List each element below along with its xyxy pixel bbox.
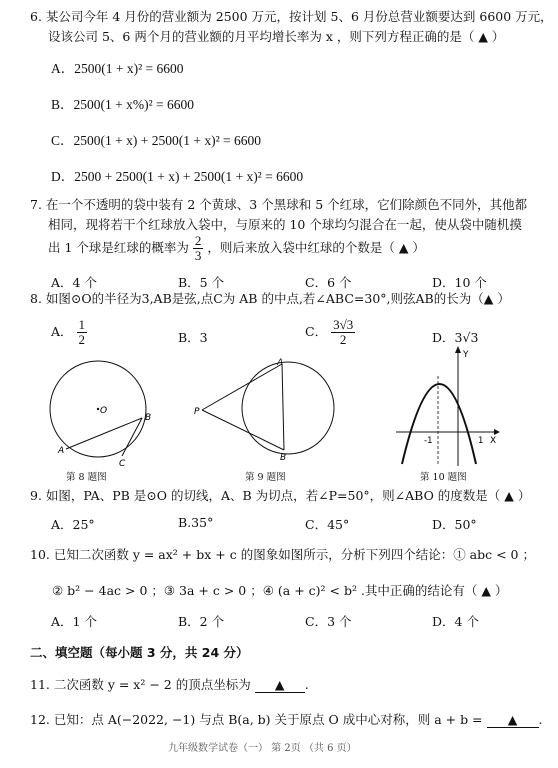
q6-option-a: A．2500(1 + x)² = 6600	[51, 61, 184, 76]
fig9-caption: 第 9 题图	[245, 472, 286, 483]
q7-probability-fraction: $\frac{2}{3}$	[194, 233, 202, 263]
q10-line2: ② b² − 4ac > 0 ；③ 3a + c > 0 ；④ (a + c)² < b² .其中正确的结论有（ ▲ ）	[52, 583, 508, 598]
page-footer: 九年级数学试卷（一） 第 2页 （共 6 页）	[168, 743, 357, 754]
q12-line: 12. 已知：点 A(−2022, −1) 与点 B(a, b) 关于原点 O 成中心对称，则 a + b = ▲ .	[30, 712, 543, 727]
fig10-label-x: X	[490, 436, 497, 446]
fig8-label-o: O	[100, 406, 108, 416]
figure-10	[392, 346, 504, 468]
figure-8	[40, 356, 166, 468]
fig10-label-y: Y	[463, 350, 469, 360]
q7-line1: 7. 在一个不透明的袋中装有 2 个黄球、3 个黑球和 5 个红球，它们除颜色不同外，其他都	[30, 197, 528, 212]
q7-line3: 出 1 个球是红球的概率为 $\frac{2}{3}$ ，则后来放入袋中红球的个数是（ ▲ ）	[48, 233, 425, 263]
q10-line1: 10. 已知二次函数 y = ax² + bx + c 的图象如图所示，分析下列四个结论：① abc < 0 ；	[30, 547, 535, 562]
q12-answer-blank: ▲	[487, 712, 539, 728]
q10-option-c: C．3 个	[305, 614, 352, 629]
figure-9	[190, 356, 340, 468]
q7-option-a: A．4 个	[51, 275, 97, 290]
q6-option-c: C．2500(1 + x) + 2500(1 + x)² = 6600	[51, 133, 261, 148]
q7-option-d: D．10 个	[432, 275, 487, 290]
fig8-label-a: A	[58, 446, 65, 456]
q6-option-b: B．2500(1 + x%)² = 6600	[51, 97, 195, 112]
q8-option-d: D．3√3	[432, 330, 479, 345]
fig10-label-neg1: -1	[424, 436, 433, 446]
fig9-label-a: A	[277, 358, 284, 368]
q10-option-d: D．4 个	[432, 614, 479, 629]
q8-option-a: A． $\frac{1}{2}$	[51, 317, 86, 347]
q8-option-c: C． $\frac{3√3}{2}$	[305, 317, 354, 347]
fig10-label-1: 1	[478, 436, 484, 446]
q7-option-b: B．5 个	[178, 275, 225, 290]
fig8-caption: 第 8 题图	[66, 472, 107, 483]
fig8-label-b: B	[145, 413, 152, 423]
section-fill-in-title: 二、填空题（每小题 3 分，共 24 分）	[30, 645, 249, 660]
q11-line: 11. 二次函数 y = x² − 2 的顶点坐标为 ▲ .	[30, 677, 309, 692]
q8-option-b: B．3	[178, 330, 208, 345]
q9-option-c: C．45°	[305, 517, 350, 532]
q10-option-b: B．2 个	[178, 614, 225, 629]
q9-option-b: B.35°	[178, 515, 214, 530]
q7-line2: 相同，现将若干个红球放入袋中，与原来的 10 个球均匀混合在一起，使从袋中随机摸	[48, 217, 522, 232]
q9-option-d: D．50°	[432, 517, 477, 532]
q10-option-a: A．1 个	[51, 614, 97, 629]
q6-line2: 设该公司 5、6 两个月的营业额的月平均增长率为 x ，则下列方程正确的是（ ▲ ）	[48, 29, 505, 44]
fig8-label-c: C	[119, 459, 126, 468]
q11-answer-blank: ▲	[255, 677, 305, 693]
q7-option-c: C．6 个	[305, 275, 352, 290]
q9-stem: 9. 如图，PA、PB 是⊙O 的切线，A、B 为切点，若∠P=50°，则∠ABO 的度数是（ ▲ ）	[30, 488, 531, 503]
fig10-caption: 第 10 题图	[420, 472, 467, 483]
q6-line1: 6. 某公司今年 4 月份的营业额为 2500 万元，按计划 5、6 月份总营业额要达到 6600 万元，	[30, 9, 553, 24]
q9-option-a: A．25°	[51, 517, 95, 532]
q6-option-d: D．2500 + 2500(1 + x) + 2500(1 + x)² = 6600	[51, 169, 304, 184]
q8-stem: 8. 如图⊙O的半径为3,AB是弦,点C为 AB 的中点,若∠ABC=30°,则弦AB的长为（▲ ）	[30, 291, 510, 306]
fig9-label-b: B	[280, 453, 287, 463]
fig9-label-p: P	[194, 407, 200, 417]
